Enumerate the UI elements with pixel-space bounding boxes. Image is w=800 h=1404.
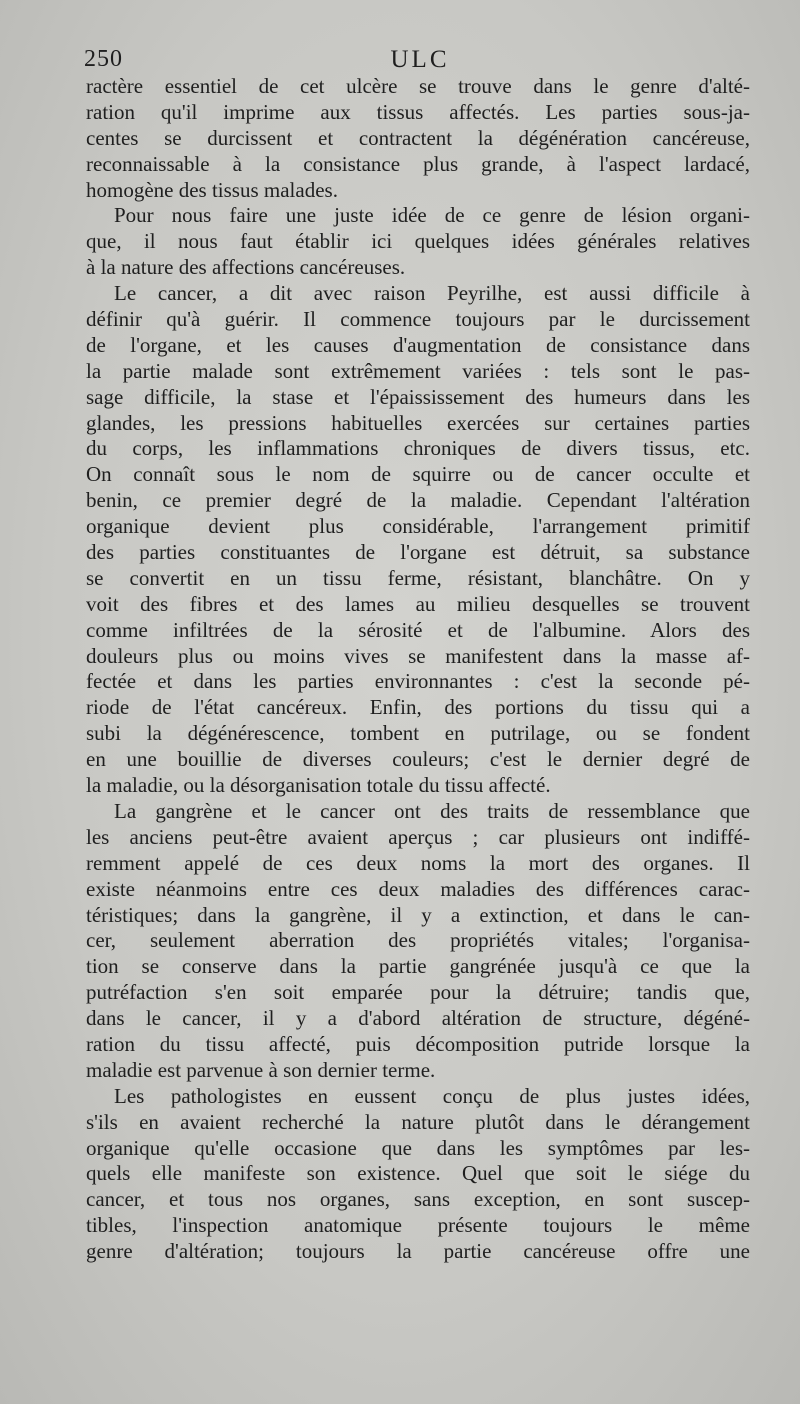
text-line: comme infiltrées de la sérosité et de l'albumine. Alors des [86, 617, 750, 642]
text-line: genre d'altération; toujours la partie cancéreuse offre une [86, 1239, 750, 1264]
text-line: sage difficile, la stase et l'épaississement des humeurs dans les [86, 384, 750, 409]
text-line: organique devient plus considérable, l'arrangement primitif [86, 514, 750, 539]
text-line: des parties constituantes de l'organe est détruit, sa substance [86, 540, 750, 565]
text-line: fectée et dans les parties environnantes : c'est la seconde pé- [86, 669, 750, 694]
text-line: La gangrène et le cancer ont des traits de ressemblance que [114, 798, 750, 823]
text-line: définir qu'à guérir. Il commence toujours par le durcissement [86, 307, 750, 332]
text-line: subi la dégénérescence, tombent en putrilage, ou se fondent [86, 721, 750, 746]
text-line: riode de l'état cancéreux. Enfin, des portions du tissu qui a [86, 695, 750, 720]
text-line: putréfaction s'en soit emparée pour la détruire; tandis que, [86, 980, 750, 1005]
text-line: glandes, les pressions habituelles exercées sur certaines parties [86, 410, 750, 435]
text-line: homogène des tissus malades. [86, 177, 338, 202]
text-line: On connaît sous le nom de squirre ou de cancer occulte et [86, 462, 750, 487]
text-line: les anciens peut-être avaient aperçus ; car plusieurs ont indiffé- [86, 824, 750, 849]
text-line: tion se conserve dans la partie gangrénée jusqu'à ce que la [86, 954, 750, 979]
page-number: 250 [84, 46, 123, 72]
text-line: du corps, les inflammations chroniques de divers tissus, etc. [86, 436, 750, 461]
text-line: ration du tissu affecté, puis décomposition putride lorsque la [86, 1031, 750, 1056]
body-text [86, 74, 750, 1265]
text-line: cancer, et tous nos organes, sans exception, en sont suscep- [86, 1187, 750, 1212]
text-line: Pour nous faire une juste idée de ce genre de lésion organi- [114, 203, 750, 228]
text-line: ractère essentiel de cet ulcère se trouve dans le genre d'alté- [86, 74, 750, 98]
text-line: benin, ce premier degré de la maladie. Cependant l'altération [86, 488, 750, 513]
text-line: tibles, l'inspection anatomique présente toujours le même [86, 1213, 750, 1238]
text-line: organique qu'elle occasione que dans les symptômes par les- [86, 1135, 750, 1160]
text-line: dans le cancer, il y a d'abord altération de structure, dégéné- [86, 1006, 750, 1031]
running-head: ULC [390, 46, 450, 73]
page-header [80, 46, 760, 76]
text-line: à la nature des affections cancéreuses. [86, 255, 406, 280]
text-line: cer, seulement aberration des propriétés vitales; l'organisa- [86, 928, 750, 953]
text-line: centes se durcissent et contractent la dégénération cancéreuse, [86, 125, 750, 150]
text-line: la maladie, ou la désorganisation totale du tissu affecté. [86, 773, 551, 798]
text-line: quels elle manifeste son existence. Quel que soit le siége du [86, 1161, 750, 1186]
text-line: s'ils en avaient recherché la nature plutôt dans le dérangement [86, 1109, 750, 1134]
text-line: remment appelé de ces deux noms la mort des organes. Il [86, 850, 750, 875]
text-line: la partie malade sont extrêmement variées : tels sont le pas- [86, 358, 750, 383]
text-line: voit des fibres et des lames au milieu desquelles se trouvent [86, 591, 750, 616]
text-line: en une bouillie de diverses couleurs; c'est le dernier degré de [86, 747, 750, 772]
text-line: que, il nous faut établir ici quelques idées générales relatives [86, 229, 750, 254]
text-line: téristiques; dans la gangrène, il y a extinction, et dans le can- [86, 902, 750, 927]
text-line: de l'organe, et les causes d'augmentation de consistance dans [86, 332, 750, 357]
text-line: Les pathologistes en eussent conçu de plus justes idées, [114, 1083, 750, 1108]
text-line: Le cancer, a dit avec raison Peyrilhe, est aussi difficile à [114, 281, 750, 306]
text-line: ration qu'il imprime aux tissus affectés. Les parties sous-ja- [86, 99, 750, 124]
text-line: reconnaissable à la consistance plus grande, à l'aspect lardacé, [86, 151, 750, 176]
text-line: existe néanmoins entre ces deux maladies des différences carac- [86, 876, 750, 901]
text-line: maladie est parvenue à son dernier terme. [86, 1057, 436, 1082]
text-line: se convertit en un tissu ferme, résistant, blanchâtre. On y [86, 565, 750, 590]
text-line: douleurs plus ou moins vives se manifestent dans la masse af- [86, 643, 750, 668]
